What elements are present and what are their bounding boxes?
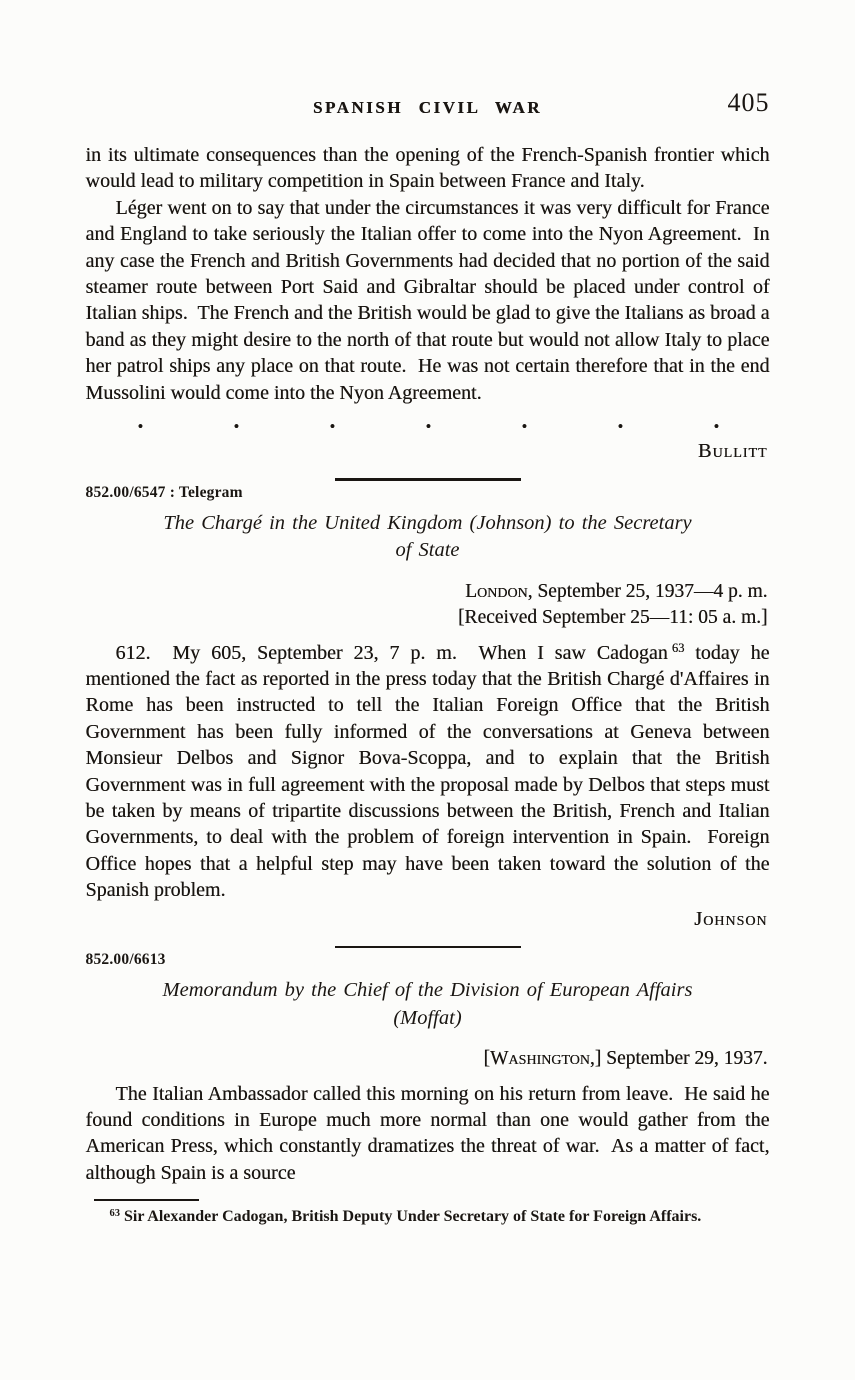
ellipsis-dot: • bbox=[521, 417, 528, 437]
footnote bbox=[86, 1206, 770, 1228]
memo-body: The Italian Ambassador called this morning on his return from leave. He said he found conditions in Europe much more normal than one would gather from the American Press, which constantly dramatizes the threat of war. As a matter of fact, although Spain is a source bbox=[85, 1082, 775, 1184]
footnote-marker: 63 bbox=[671, 640, 685, 655]
memo-heading-line2: (Moffat) bbox=[393, 1006, 462, 1029]
dateline-london bbox=[86, 579, 770, 606]
running-header-title: SPANISH CIVIL WAR bbox=[313, 98, 542, 117]
telegram-heading bbox=[86, 510, 770, 565]
running-header bbox=[86, 88, 770, 122]
section-divider bbox=[335, 478, 521, 481]
memo-heading-line1: Memorandum by the Chief of the Division of European Affairs bbox=[162, 979, 693, 1002]
telegram-heading-line1: The Chargé in the United Kingdom (Johnson) to the Secretary bbox=[163, 511, 692, 534]
paragraph-continuation: in its ultimate consequences than the opening of the French-Spanish frontier which would lead to military competition in Spain between France and Italy. bbox=[85, 144, 775, 193]
page-number: 405 bbox=[727, 88, 770, 117]
signature-bullitt: Bullitt bbox=[697, 440, 768, 463]
doc-ref-memo: 852.00/6613 bbox=[85, 951, 166, 969]
footnote-text: Sir Alexander Cadogan, British Deputy Under Secretary of State for Foreign Affairs. bbox=[120, 1208, 702, 1226]
received-line: [Received September 25—11: 05 a. m.] bbox=[457, 607, 768, 629]
dateline-place: London bbox=[465, 580, 528, 602]
ellipsis-dot: • bbox=[329, 417, 336, 437]
ellipsis-dot: • bbox=[233, 417, 240, 437]
footnote-rule bbox=[94, 1199, 199, 1201]
ellipsis-dot: • bbox=[617, 417, 624, 437]
omission-ellipsis-row bbox=[86, 418, 770, 436]
footnote-ref: 63 bbox=[109, 1208, 120, 1220]
telegram-body-after-ref: today he mentioned the fact as reported in the press today that the British Chargé d'Affaires in Rome has been instructed to tell the Italian Foreign Office that the British Government has been fully informed of the conversations at Geneva between Monsieur Delbos and Signor Bova-Scoppa, and to explain that the British Government was in full agreement with the proposal made by Delbos that steps must be taken by means of tripartite discussions between the British, French and Italian Governments, to deal with the problem of foreign intervention in Spain. Foreign Office hopes that a helpful step may have been taken toward the solution of the Spanish problem. bbox=[85, 641, 775, 902]
dateline-suffix: ,] September 29, 1937. bbox=[589, 1048, 768, 1070]
ellipsis-dot: • bbox=[137, 417, 144, 437]
telegram-dateline-block bbox=[86, 579, 770, 632]
dateline-place: Washington bbox=[490, 1048, 590, 1070]
telegram-body bbox=[85, 640, 775, 904]
paragraph-leger: Léger went on to say that under the circumstances it was very difficult for France and England to take seriously the Italian offer to come into the Nyon Agreement. In any case the French and British Governments had decided that no portion of the said steamer route between Port Said and Gibraltar should be placed under control of Italian ships. The French and the British would be glad to give the Italians as broad a band as they might desire to the north of that route but would not allow Italy to place her patrol ships any place on that route. He was not certain therefore that in the end Mussolini would come into the Nyon Agreement. bbox=[85, 196, 775, 404]
ellipsis-dot: • bbox=[425, 417, 432, 437]
memo-dateline-block bbox=[86, 1046, 770, 1073]
doc-ref-telegram: 852.00/6547 : Telegram bbox=[85, 483, 243, 501]
page-content bbox=[85, 0, 775, 1228]
telegram-heading-line2: of State bbox=[395, 539, 460, 562]
signature-johnson: Johnson bbox=[694, 907, 768, 930]
dateline-washington bbox=[86, 1046, 770, 1073]
section-divider bbox=[335, 946, 521, 949]
ellipsis-dot: • bbox=[713, 417, 720, 437]
telegram-body-before-ref: 612. My 605, September 23, 7 p. m. When I saw Cadogan bbox=[115, 641, 668, 664]
dateline-prefix: [ bbox=[483, 1048, 491, 1070]
memo-heading bbox=[86, 977, 770, 1032]
dateline-rest: , September 25, 1937—4 p. m. bbox=[527, 580, 768, 602]
